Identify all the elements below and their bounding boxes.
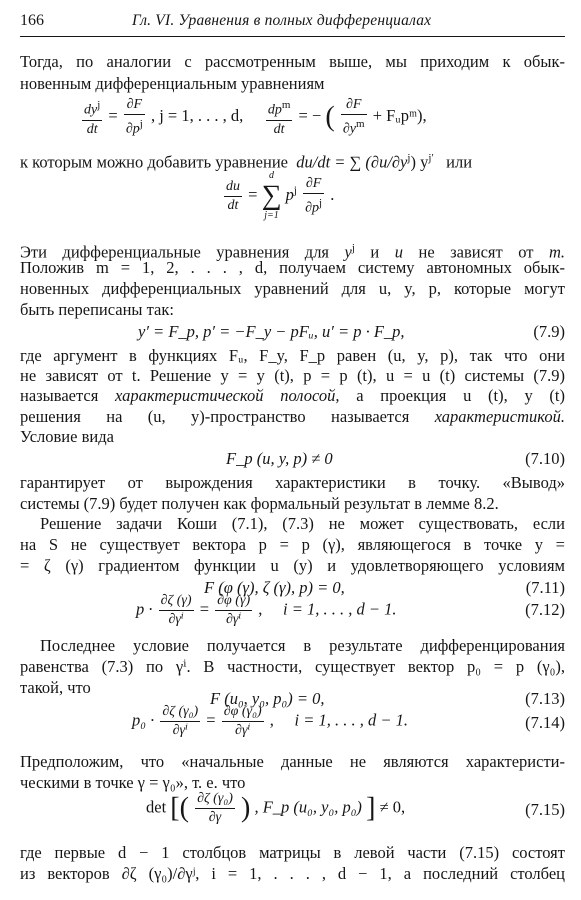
equation-7-14: p₀ · $\frac{\text{∂ζ (γ₀)}}{\text{∂γⁱ}}$ = $\frac{\text{∂φ (γ₀)}}{\text{∂γⁱ}}$ , i = 1, . . . , d − 1. (132, 704, 408, 738)
text-line: где первые d − 1 столбцов матрицы в левой части (7.15) состоят (20, 843, 565, 862)
text-line: на S не существует вектора p = p (γ), являющегося в точке y = (20, 535, 565, 554)
text-line: называется характеристической полосой, а проекция u (t), y (t) (20, 386, 566, 405)
text-line: Последнее условие получается в результате дифференцирования (40, 636, 565, 655)
text-line: решения на (u, y)-пространство называется характеристикой. (20, 407, 565, 426)
equation-number: (7.9) (533, 322, 565, 341)
text-line: Решение задачи Коши (7.1), (7.3) не может существовать, если (40, 514, 565, 533)
text-line: не зависят от t. Решение y = y (t), p = p (t), u = u (t) системы (7.9) (20, 366, 565, 385)
equation-number: (7.10) (525, 449, 565, 468)
text-line: Предположим, что «начальные данные не являются характеристи- (20, 752, 565, 771)
running-title: Гл. VI. Уравнения в полных дифференциалах (132, 12, 432, 29)
text-line: равенства (7.3) по γⁱ. В частности, существует вектор p₀ = p (γ₀), (20, 657, 565, 676)
sum-equation: $\frac{du}{dt}$ = d ∑ j=1 $p^j$ $\frac{\partial F}{\partial p^j}$ . (226, 170, 335, 221)
equation-number: (7.14) (525, 713, 565, 732)
equation-number: (7.15) (525, 800, 565, 819)
text-line: к которым можно добавить уравнение du/dt = ∑ $(\partial u/\partial y^j)$ $y^{j'}$ или (20, 152, 473, 172)
page-header (20, 10, 565, 37)
text-line: Условие вида (20, 427, 114, 446)
equation-7-15: det [( $\frac{\text{∂ζ (γ₀)}}{\partial\gamma}$ ) , F_p (u₀, y₀, p₀) ] ≠ 0, (146, 791, 406, 825)
text-line: новенных дифференциальных уравнений для u, y, p, которые могут (20, 279, 565, 298)
text-line: где аргумент в функциях Fᵤ, F_y, F_p равен (u, y, p), так что они (20, 346, 565, 365)
text-line: Эти дифференциальные уравнения для $y^j$ и u не зависят от m. (20, 242, 566, 262)
page-number: 166 (20, 12, 44, 29)
text-line: гарантирует от вырождения характеристики в точку. «Вывод» (20, 473, 565, 492)
text-line: из векторов ∂ζ (γ₀)/∂γʲ, i = 1, . . . , d − 1, а последний столбец (20, 864, 565, 883)
equation-system: $\frac{dy^j}{dt}$ = $\frac{\partial F}{\partial p^j}$ , j = 1, . . . , d, $\frac{dp^m}{dt}$ = − ( $\frac{\partial F}{\partial y^m}$ + Fᵤpᵐ), (84, 97, 427, 137)
text-line: системы (7.9) будет получен как формальный результат в лемме 8.2. (20, 494, 499, 513)
equation-7-9: y′ = F_p, p′ = −F_y − pFᵤ, u′ = p · F_p, (138, 322, 405, 341)
text-line: Тогда, по аналогии с рассмотренным выше, мы приходим к обык- (20, 52, 565, 71)
text-line: Положив m = 1, 2, . . . , d, получаем систему автономных обык- (20, 258, 565, 277)
text-line: быть переписаны так: (20, 300, 174, 319)
equation-7-12: p · $\frac{\partial\zeta (\gamma)}{\text{∂γⁱ}}$ = $\frac{\partial\varphi (\gamma)}{\text{∂γⁱ}}$ , i = 1, . . . , d − 1. (136, 593, 397, 627)
equation-number: (7.11) (525, 578, 565, 597)
equation-number: (7.13) (525, 689, 565, 708)
text-line: такой, что (20, 678, 91, 697)
equation-7-11: F (φ (γ), ζ (γ), p) = 0, (204, 578, 345, 597)
text-line: = ζ (γ) градиентом функции u (y) и удовлетворяющего условиям (20, 556, 565, 575)
equation-7-13: F (u₀, y₀, p₀) = 0, (210, 689, 325, 708)
equation-number: (7.12) (525, 600, 565, 619)
text-line: ческими в точке γ = γ₀», т. е. что (20, 773, 246, 792)
equation-7-10: F_p (u, y, p) ≠ 0 (226, 449, 333, 468)
text-line: новенным дифференциальным уравнениям (20, 74, 325, 93)
